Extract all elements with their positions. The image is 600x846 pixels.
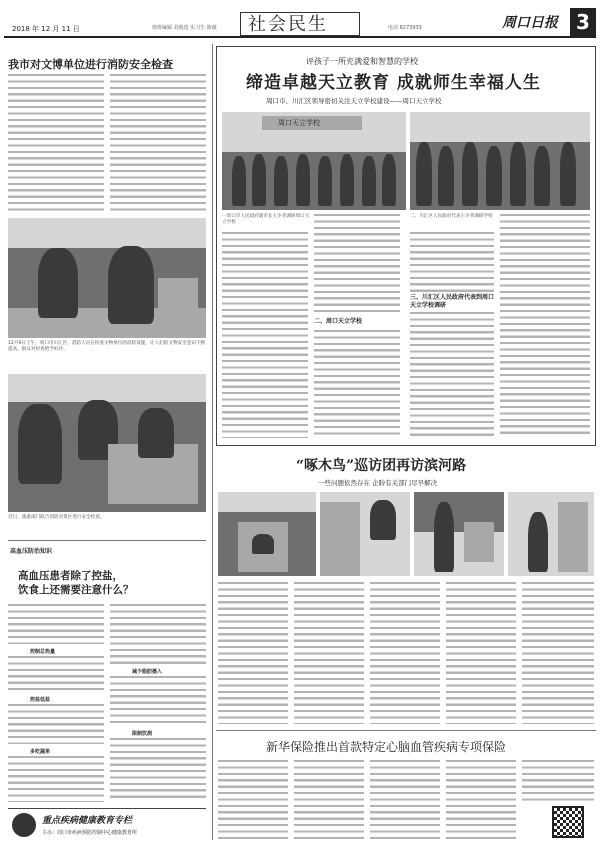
health-body-col2-a [110, 604, 206, 664]
masthead [4, 4, 596, 38]
bird-headline: “啄木鸟”巡访团再访滨河路 [296, 458, 467, 474]
bird-photo-2 [320, 492, 410, 576]
school-photo-right-caption: 二、川汇区人民政府代表王少青调研学校 [410, 214, 493, 219]
cdc-logo-icon [12, 813, 36, 837]
bird-body-col2 [294, 582, 364, 724]
bird-body-col5 [522, 582, 594, 724]
school-subhead-2: 二、周口天立学校 [314, 318, 363, 325]
health-subhead-1: 控制总热量 [30, 649, 56, 655]
school-body-col1 [222, 232, 308, 438]
health-body-col1-b [8, 656, 104, 692]
school-photo-left [222, 112, 406, 210]
issue-date: 2018 年 12 月 11 日 [12, 25, 80, 33]
qr-code-icon [552, 806, 584, 838]
insurance-body-col2 [294, 760, 364, 840]
fire-article-body-col1 [8, 74, 104, 214]
school-kicker: 评孩子一所充满爱和智慧的学校 [306, 57, 418, 66]
bird-body-col4 [446, 582, 516, 724]
bird-photo-1 [218, 492, 316, 576]
fire-photo-2-caption: 近日，旅游部门联合消防对景区进行安全检查。 [8, 515, 105, 520]
health-body-col1-c [8, 704, 104, 744]
health-column-label: 高血压防治知识 [10, 548, 53, 555]
health-headline-line1: 高血压患者除了控盐， [18, 570, 123, 582]
school-body-col2-a [314, 214, 400, 314]
fire-photo-1 [8, 218, 206, 338]
school-body-col3-b [410, 312, 494, 438]
bird-body-col3 [370, 582, 440, 724]
section-title: 社会民生 [248, 14, 328, 35]
insurance-body-col4 [446, 760, 516, 840]
bird-photo-3 [414, 492, 504, 576]
health-subhead-5: 限制饮酒 [132, 731, 153, 737]
school-body-col4 [500, 214, 590, 438]
school-subtitle: 周口市、川汇区领导密切关注天立学校建设——周口天立学校 [266, 97, 442, 105]
health-subhead-2: 控盐低盐 [30, 697, 51, 703]
school-body-col3-a [410, 232, 494, 292]
left-column-divider [8, 540, 206, 541]
health-body-col2-c [110, 738, 206, 802]
health-footer-title: 重点疾病健康教育专栏 [42, 816, 133, 826]
fire-photo-1-caption: 12月9日上午，周口市川汇区，消防人员在检查文物单位的消防设施，让人们的文物安全意识不断提高，群众对检查给予好评。 [8, 341, 206, 352]
editor-line: 值班编辑 刘俊选 实习生 陈薇 [152, 25, 217, 31]
health-body-col2-b [110, 676, 206, 726]
health-subhead-3: 多吃蔬果 [30, 749, 51, 755]
bird-subtitle: 一些问题依然存在 企盼有关部门尽早解决 [318, 479, 438, 487]
insurance-body-col5 [522, 760, 594, 802]
health-footer-sub: 主办：周口市疾病预防控制中心健康教育所 [42, 830, 138, 836]
fire-article-headline: 我市对文博单位进行消防安全检查 [8, 58, 173, 71]
fire-article-body-col2 [110, 74, 206, 214]
school-body-col2-b [314, 330, 400, 438]
health-body-col1-a [8, 604, 104, 644]
school-photo-left-caption: 一周口市人民政府副市长王少青调研周口天立学校 [222, 214, 310, 225]
main-column-divider [212, 44, 213, 840]
school-sign: 周口天立学校 [278, 119, 320, 127]
health-headline-line2: 饮食上还需要注意什么？ [18, 584, 134, 596]
health-footer-banner [8, 808, 206, 840]
contact-line: 电话 8273933 [388, 25, 422, 31]
paper-name: 周口日报 [502, 15, 558, 31]
school-subhead-3: 三、川汇区人民政府代表到周口天立学校调研 [410, 294, 495, 309]
page-number: 3 [570, 8, 596, 36]
bird-photo-4 [508, 492, 594, 576]
health-subhead-4: 减少脂肪摄入 [132, 669, 163, 675]
fire-photo-2 [8, 374, 206, 512]
school-photo-right [410, 112, 590, 210]
health-body-col1-d [8, 756, 104, 802]
insurance-body-col3 [370, 760, 440, 840]
bird-body-col1 [218, 582, 288, 724]
insurance-headline: 新华保险推出首款特定心脑血管疾病专项保险 [266, 740, 507, 754]
insurance-body-col1 [218, 760, 288, 840]
bird-article-divider [216, 730, 596, 731]
school-headline: 缔造卓越天立教育 成就师生幸福人生 [246, 73, 541, 93]
